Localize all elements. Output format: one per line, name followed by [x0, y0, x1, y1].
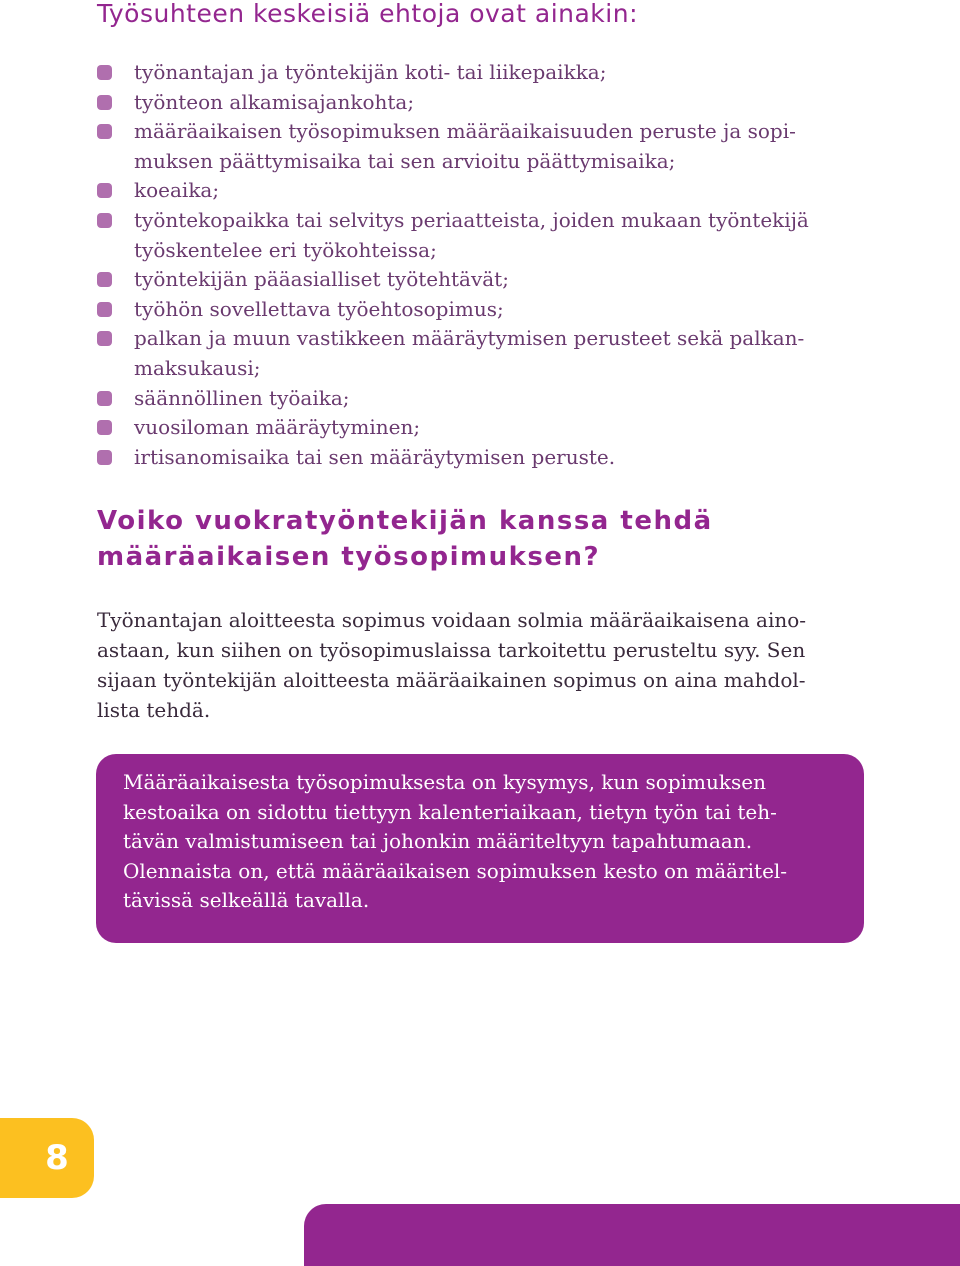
list-item-text: työnteon alkamisajankohta;	[134, 89, 415, 114]
list-item-text: vuosiloman määräytyminen;	[134, 415, 421, 440]
info-box	[96, 754, 864, 943]
list-item	[97, 58, 877, 88]
bullet-icon	[97, 302, 112, 317]
info-box-text: Määräaikaisesta työsopimuksesta on kysymys, kun sopimuksen kestoaika on sidottu tiettyyn kalenteriaikaan, tietyn työn tai teh- tävän valmistumiseen tai johonkin määriteltyyn tapahtumaan. Olennaista on, että määräaikaisen sopimuksen kesto on määritel- tävissä selkeällä tavalla.	[123, 770, 788, 913]
bullet-icon	[97, 95, 112, 110]
page-number: 8	[45, 1138, 69, 1178]
terms-list	[97, 58, 877, 472]
page-heading: Työsuhteen keskeisiä ehtoja ovat ainakin:	[97, 0, 638, 28]
bullet-icon	[97, 213, 112, 228]
list-item-text: määräaikaisen työsopimuksen määräaikaisuuden peruste ja sopi- muksen päättymisaika tai sen arvioitu päättymisaika;	[134, 119, 796, 173]
list-item	[97, 324, 877, 383]
bullet-icon	[97, 331, 112, 346]
bullet-icon	[97, 420, 112, 435]
list-item-text: työnantajan ja työntekijän koti- tai liikepaikka;	[134, 60, 607, 84]
bullet-icon	[97, 272, 112, 287]
page-number-tab	[0, 1118, 94, 1198]
list-item-text: työhön sovellettava työehtosopimus;	[134, 296, 504, 321]
bullet-icon	[97, 450, 112, 465]
list-item-text: irtisanomisaika tai sen määräytymisen peruste.	[134, 444, 616, 469]
list-item	[97, 295, 877, 325]
list-item-text: työntekijän pääasialliset työtehtävät;	[134, 267, 509, 292]
list-item-text: koeaika;	[134, 178, 220, 203]
section-heading: Voiko vuokratyöntekijän kanssa tehdä määräaikaisen työsopimuksen?	[97, 506, 713, 572]
footer-band	[304, 1204, 960, 1266]
list-item	[97, 384, 877, 414]
bullet-icon	[97, 65, 112, 80]
list-item	[97, 117, 877, 176]
bullet-icon	[97, 391, 112, 406]
body-paragraph: Työnantajan aloitteesta sopimus voidaan solmia määräaikaisena aino- astaan, kun siihen on työsopimuslaissa tarkoitettu perusteltu syy. Sen sijaan työntekijän aloitteesta määräaikainen sopimus on aina mahdol- lista tehdä.	[97, 608, 807, 722]
list-item	[97, 265, 877, 295]
list-item	[97, 206, 877, 265]
list-item-text: säännöllinen työaika;	[134, 385, 350, 410]
list-item	[97, 443, 877, 473]
list-item	[97, 176, 877, 206]
list-item-text: palkan ja muun vastikkeen määräytymisen perusteet sekä palkan- maksukausi;	[134, 326, 805, 380]
list-item	[97, 88, 877, 118]
bullet-icon	[97, 124, 112, 139]
list-item	[97, 413, 877, 443]
list-item-text: työntekopaikka tai selvitys periaatteista, joiden mukaan työntekijä työskentelee eri työkohteissa;	[134, 207, 809, 262]
bullet-icon	[97, 183, 112, 198]
